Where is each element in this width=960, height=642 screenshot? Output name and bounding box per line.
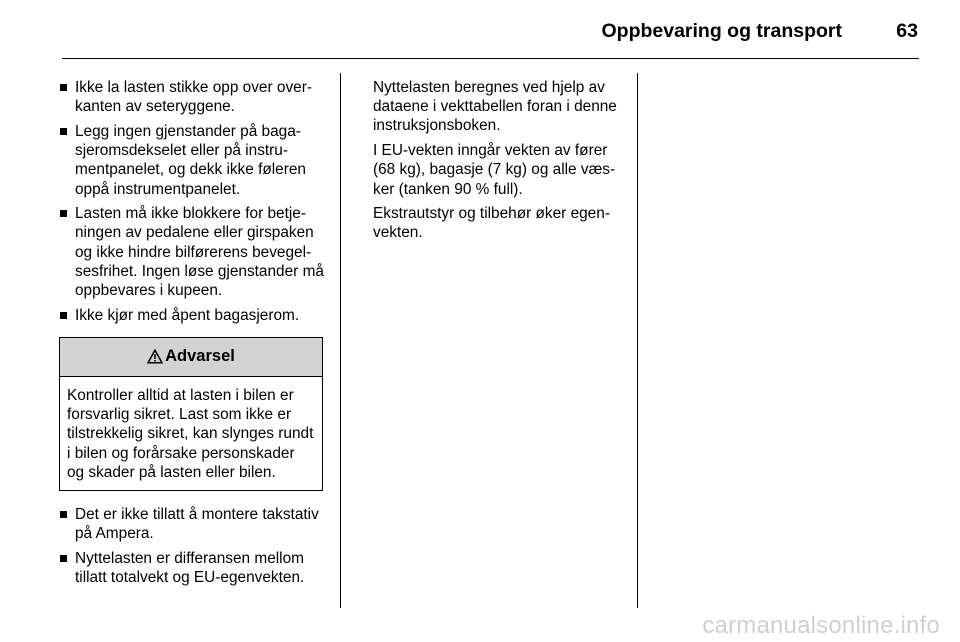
warning-title: Advarsel bbox=[165, 347, 235, 366]
warning-header bbox=[60, 338, 322, 377]
list-item-text: Nyttelasten er differansen mellom tillatt totalvekt og EU-egenvekten. bbox=[75, 549, 305, 587]
warning-text: Kontroller alltid at lasten i bilen er forsvarlig sikret. Last som ikke er tilstrekkelig sikret, kan slynges rundt i bilen og forårsake personskader og skader på lasten eller bilen. bbox=[67, 386, 314, 481]
list-item bbox=[59, 505, 326, 543]
list-item bbox=[59, 122, 326, 199]
bullet-square-icon bbox=[60, 210, 67, 217]
warning-triangle-icon bbox=[147, 349, 163, 364]
bullet-square-icon bbox=[60, 312, 67, 319]
paragraph: I EU-vekten inngår vekten av fører (68 kg), bagasje (7 kg) og alle væsker (tanken 90 % full). bbox=[373, 142, 616, 198]
column-divider-right bbox=[637, 73, 638, 608]
list-item-text: Lasten må ikke blokkere for betjeningen av pedalene eller girspaken og ikke hindre bilførerens bevegelsesfrihet. Ingen løse gjenstander må oppbevares i kupeen. bbox=[75, 205, 324, 300]
page-title: Oppbevaring og transport bbox=[601, 20, 842, 42]
bullet-square-icon bbox=[60, 84, 67, 91]
list-item-text: Ikke kjør med åpent bagasjerom. bbox=[75, 306, 300, 324]
text-column-1 bbox=[59, 78, 326, 593]
watermark-text: carmanualsonline.info bbox=[702, 612, 940, 639]
bullet-square-icon bbox=[60, 555, 67, 562]
paragraph: Ekstrautstyr og tilbehør øker egenvekten. bbox=[373, 205, 610, 242]
list-item bbox=[59, 204, 326, 300]
list-item bbox=[59, 306, 326, 325]
bullet-square-icon bbox=[60, 128, 67, 135]
list-item-text: Det er ikke tillatt å montere takstativ på Ampera. bbox=[75, 505, 319, 543]
page-header bbox=[0, 0, 960, 60]
list-item bbox=[59, 78, 326, 116]
warning-box bbox=[59, 337, 323, 491]
list-item-text: Legg ingen gjenstander på bagasjeromsdekselet eller på instrumentpanelet, og dekk ikke føleren oppå instrumentpanelet. bbox=[75, 122, 306, 198]
column-divider-left bbox=[340, 73, 341, 608]
list-item bbox=[59, 549, 326, 587]
text-column-2 bbox=[373, 78, 625, 248]
page-number: 63 bbox=[896, 20, 918, 42]
list-item-text: Ikke la lasten stikke opp over overkanten av seteryggene. bbox=[75, 79, 312, 116]
header-divider bbox=[62, 58, 919, 59]
paragraph: Nyttelasten beregnes ved hjelp av dataene i vekttabellen foran i denne instruksjonsboken. bbox=[373, 79, 617, 135]
bullet-square-icon bbox=[60, 511, 67, 518]
